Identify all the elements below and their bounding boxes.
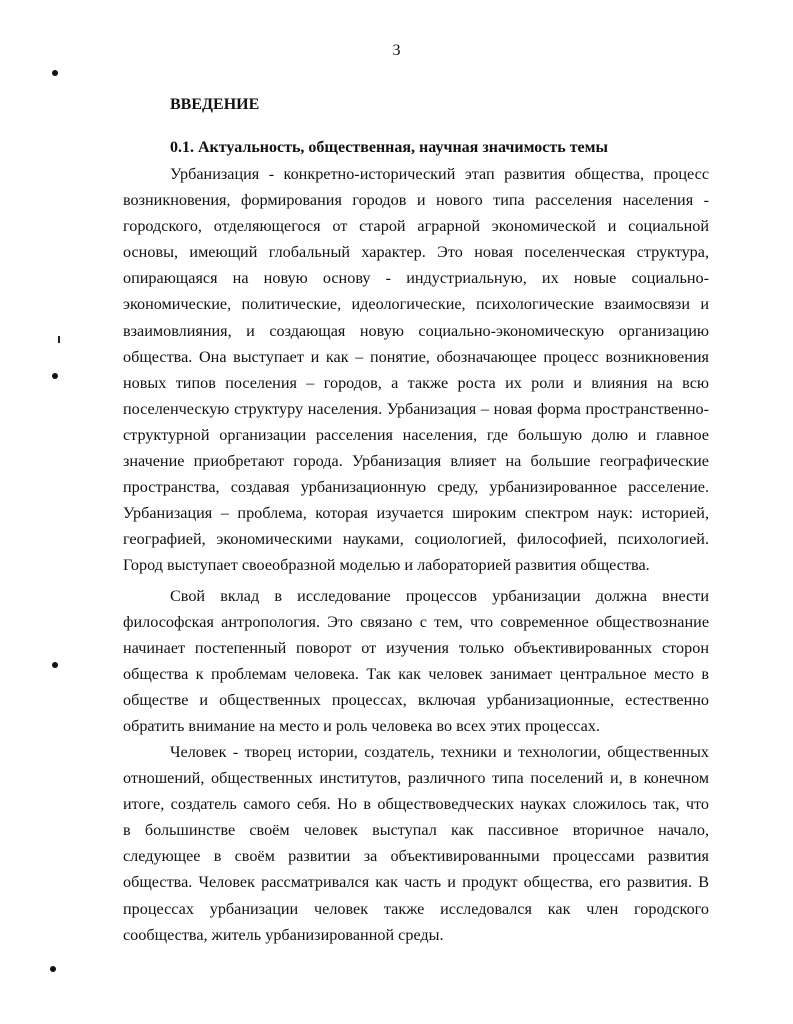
text-line: структурной организации расселения населения, где большую долю и главное bbox=[123, 425, 709, 444]
text-line: Урбанизация – проблема, которая изучается широким спектром наук: историей, bbox=[123, 504, 709, 523]
text-line: пространства, создавая урбанизационную среду, урбанизированное расселение. bbox=[123, 478, 709, 497]
page-number: 3 bbox=[392, 42, 401, 59]
text-line: поселенческую структуру населения. Урбанизация – новая форма пространственно- bbox=[123, 399, 709, 418]
subsection-heading: 0.1. Актуальность, общественная, научная значимость темы bbox=[170, 139, 609, 156]
text-line: городского, отделяющегося от старой аграрной экономической и социальной bbox=[123, 217, 709, 236]
text-line: сообщества, житель урбанизированной среды. bbox=[123, 925, 444, 944]
text-line: в большинстве своём человек выступал как пассивное вторичное начало, bbox=[123, 821, 709, 840]
text-line: географией, экономическими науками, социологией, философией, психологией. bbox=[123, 530, 709, 549]
text-line: экономические, политические, идеологические, психологические взаимосвязи и bbox=[123, 295, 709, 314]
text-line: Урбанизация - конкретно-исторический этап развития общества, процесс bbox=[170, 165, 709, 183]
margin-mark bbox=[58, 336, 60, 343]
text-line: начинает постепенный поворот от изучения только объективированных сторон bbox=[123, 639, 709, 658]
text-line: Город выступает своеобразной моделью и лабораторией развития общества. bbox=[123, 556, 650, 575]
text-line: философская антропология. Это связано с тем, что современное обществознание bbox=[123, 613, 709, 632]
text-line: следующее в своём развитии за объективированными процессами развития bbox=[123, 847, 709, 866]
text-line: возникновения, формирования городов и нового типа расселения населения - bbox=[123, 191, 709, 210]
margin-mark bbox=[52, 373, 58, 379]
section-heading: ВВЕДЕНИЕ bbox=[170, 96, 260, 113]
text-line: общества к проблемам человека. Так как человек занимает центральное место в bbox=[123, 665, 709, 684]
text-line: Свой вклад в исследование процессов урбанизации должна внести bbox=[170, 587, 709, 605]
text-line: обществе и общественных процессах, включая урбанизационные, естественно bbox=[123, 691, 709, 710]
text-line: значение приобретают города. Урбанизация влияет на большие географические bbox=[123, 452, 709, 471]
text-line: итоге, создатель самого себя. Но в обществоведческих науках сложилось так, что bbox=[123, 795, 709, 814]
paragraph bbox=[123, 739, 709, 948]
text-line: общества. Она выступает и как – понятие, обозначающее процесс возникновения bbox=[123, 347, 709, 366]
paragraph bbox=[123, 161, 709, 579]
margin-mark bbox=[52, 70, 58, 76]
text-line: процессах урбанизации человек также исследовался как член городского bbox=[123, 899, 709, 918]
text-line: основы, имеющий глобальный характер. Это новая поселенческая структура, bbox=[123, 243, 709, 262]
text-line: обратить внимание на место и роль человека во всех этих процессах. bbox=[123, 717, 600, 736]
text-line: отношений, общественных институтов, различного типа поселений и, в конечном bbox=[123, 769, 709, 788]
margin-mark bbox=[50, 966, 56, 972]
text-line: общества. Человек рассматривался как часть и продукт общества, его развития. В bbox=[123, 873, 709, 892]
text-line: новых типов поселения – городов, а также роста их роли и влияния на всю bbox=[123, 373, 709, 392]
text-line: взаимовлияния, и создающая новую социально-экономическую организацию bbox=[123, 321, 709, 340]
text-line: Человек - творец истории, создатель, техники и технологии, общественных bbox=[170, 743, 709, 761]
text-line: опирающаяся на новую основу - индустриальную, их новые социально- bbox=[123, 269, 709, 288]
paragraph bbox=[123, 583, 709, 740]
margin-mark bbox=[52, 662, 58, 668]
